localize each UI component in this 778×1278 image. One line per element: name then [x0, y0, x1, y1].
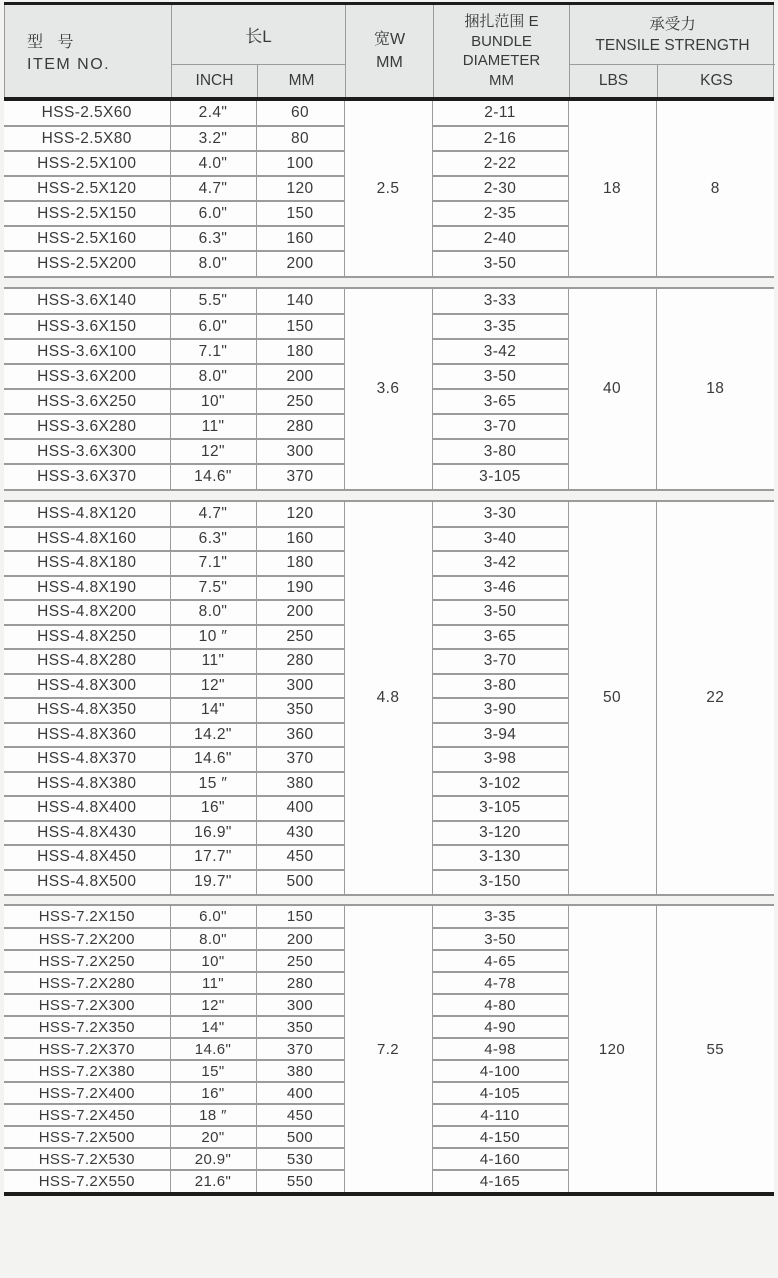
header-tensile-strength [569, 5, 775, 65]
length-inch-cell: 2.4" [170, 101, 256, 126]
length-inch-cell: 14.2" [170, 723, 256, 748]
length-inch-cell: 16" [170, 796, 256, 821]
bundle-diameter-cell: 3-102 [432, 772, 568, 797]
length-mm-cell: 380 [256, 772, 344, 797]
item-no-cell: HSS-4.8X380 [4, 772, 170, 797]
length-mm-cell: 250 [256, 950, 344, 972]
spec-group-3.6 [4, 287, 774, 491]
header-lbs: LBS [569, 65, 657, 97]
item-no-cell: HSS-4.8X200 [4, 600, 170, 625]
length-mm-cell: 430 [256, 821, 344, 846]
header-length: 长L [171, 5, 345, 65]
bundle-diameter-cell: 3-50 [432, 928, 568, 950]
item-no-cell: HSS-4.8X300 [4, 674, 170, 699]
length-mm-cell: 200 [256, 364, 344, 389]
bundle-diameter-cell: 4-65 [432, 950, 568, 972]
length-inch-cell: 14.6" [170, 1038, 256, 1060]
item-no-cell: HSS-4.8X450 [4, 845, 170, 870]
table-header [4, 5, 774, 97]
spec-table-3.6 [4, 289, 774, 489]
length-inch-cell: 12" [170, 439, 256, 464]
length-mm-cell: 100 [256, 151, 344, 176]
table-body [4, 101, 774, 1192]
header-width-zh: 宽W [373, 31, 406, 48]
length-mm-cell: 400 [256, 796, 344, 821]
length-mm-cell: 120 [256, 176, 344, 201]
bundle-diameter-cell: 3-30 [432, 502, 568, 527]
length-mm-cell: 400 [256, 1082, 344, 1104]
item-no-cell: HSS-7.2X150 [4, 906, 170, 928]
length-inch-cell: 12" [170, 674, 256, 699]
bundle-diameter-cell: 3-130 [432, 845, 568, 870]
length-mm-cell: 450 [256, 845, 344, 870]
item-no-cell: HSS-4.8X280 [4, 649, 170, 674]
header-bundle-line-1: 捆扎范围 E [464, 13, 539, 30]
spec-group-2.5 [4, 101, 774, 278]
length-inch-cell: 14" [170, 698, 256, 723]
item-no-cell: HSS-4.8X500 [37, 873, 137, 891]
header-item-no [5, 5, 171, 97]
length-mm-cell: 370 [256, 1038, 344, 1060]
bundle-diameter-cell: 2-35 [432, 201, 568, 226]
length-mm-cell: 300 [256, 994, 344, 1016]
length-inch-cell: 14.6" [170, 747, 256, 772]
length-mm-cell: 350 [256, 698, 344, 723]
tensile-lbs-cell: 120 [568, 906, 656, 1192]
bundle-diameter-cell: 4-105 [432, 1082, 568, 1104]
bundle-diameter-cell: 3-105 [432, 796, 568, 821]
length-mm-cell: 160 [256, 226, 344, 251]
header-tensile-en: TENSILE STRENGTH [595, 36, 750, 54]
item-no-cell: HSS-2.5X100 [4, 151, 170, 176]
length-inch-cell: 4.7" [170, 176, 256, 201]
length-inch-cell: 11" [170, 649, 256, 674]
bundle-diameter-cell: 3-70 [432, 414, 568, 439]
bundle-diameter-cell: 3-42 [432, 339, 568, 364]
bundle-diameter-cell: 3-90 [432, 698, 568, 723]
bottom-rule [4, 1192, 774, 1196]
item-no-cell: HSS-4.8X160 [4, 527, 170, 552]
header-kgs: KGS [657, 65, 775, 97]
bundle-diameter-cell: 3-50 [432, 251, 568, 276]
bundle-diameter-cell: 3-35 [432, 314, 568, 339]
length-mm-cell: 350 [256, 1016, 344, 1038]
bundle-diameter-cell: 3-35 [432, 906, 568, 928]
bundle-diameter-cell: 3-98 [432, 747, 568, 772]
bundle-diameter-cell: 2-22 [432, 151, 568, 176]
header-bundle-line-4: MM [489, 71, 514, 89]
bundle-diameter-cell: 4-98 [432, 1038, 568, 1060]
length-mm-cell: 500 [256, 1126, 344, 1148]
header-item-no-zh: 型 号 [27, 33, 79, 51]
tensile-kgs-cell: 55 [656, 906, 774, 1192]
item-no-cell: HSS-7.2X530 [4, 1148, 170, 1170]
item-no-cell: HSS-3.6X250 [4, 389, 170, 414]
length-mm-cell: 60 [256, 101, 344, 126]
item-no-cell: HSS-2.5X120 [4, 176, 170, 201]
header-width-unit: MM [376, 54, 403, 71]
length-inch-cell: 10 ″ [170, 625, 256, 650]
spec-table-4.8 [4, 502, 774, 894]
bundle-diameter-cell: 2-11 [432, 101, 568, 126]
length-inch-cell: 15 ″ [170, 772, 256, 797]
item-no-cell: HSS-7.2X200 [4, 928, 170, 950]
length-mm-cell: 280 [256, 972, 344, 994]
length-mm-cell: 360 [256, 723, 344, 748]
length-inch-cell: 21.6" [170, 1170, 256, 1192]
bundle-diameter-cell: 3-120 [432, 821, 568, 846]
item-no-cell: HSS-3.6X200 [4, 364, 170, 389]
length-inch-cell: 10" [170, 950, 256, 972]
item-no-cell: HSS-4.8X370 [4, 747, 170, 772]
length-inch-cell: 12" [170, 994, 256, 1016]
tensile-kgs-cell: 18 [656, 289, 774, 489]
item-no-cell: HSS-4.8X430 [4, 821, 170, 846]
width-mm-cell: 7.2 [344, 906, 432, 1192]
length-inch-cell: 7.1" [170, 339, 256, 364]
bundle-diameter-cell: 3-33 [432, 289, 568, 314]
bundle-diameter-cell: 2-16 [432, 126, 568, 151]
item-no-cell: HSS-3.6X300 [4, 439, 170, 464]
length-mm-cell: 250 [256, 625, 344, 650]
length-mm-cell: 150 [256, 314, 344, 339]
length-mm-cell: 250 [256, 389, 344, 414]
item-no-cell: HSS-7.2X350 [4, 1016, 170, 1038]
length-inch-cell: 8.0" [170, 364, 256, 389]
bundle-diameter-cell: 4-100 [432, 1060, 568, 1082]
length-inch-cell: 8.0" [170, 600, 256, 625]
length-mm-cell: 530 [256, 1148, 344, 1170]
length-inch-cell: 6.3" [170, 527, 256, 552]
length-inch-cell: 11" [170, 414, 256, 439]
length-inch-cell: 7.1" [170, 551, 256, 576]
length-mm-cell: 200 [256, 928, 344, 950]
bundle-diameter-cell: 3-94 [432, 723, 568, 748]
item-no-cell: HSS-7.2X550 [38, 1173, 135, 1190]
length-mm-cell: 370 [256, 464, 344, 489]
length-inch-cell: 7.5" [170, 576, 256, 601]
length-inch-cell: 4.0" [170, 151, 256, 176]
length-mm-cell: 200 [256, 251, 344, 276]
table-row [4, 906, 774, 928]
length-mm-cell: 280 [256, 414, 344, 439]
length-inch-cell: 4.7" [170, 502, 256, 527]
bundle-diameter-cell: 3-50 [432, 600, 568, 625]
item-no-cell: HSS-3.6X370 [37, 468, 137, 485]
item-no-cell: HSS-7.2X450 [4, 1104, 170, 1126]
item-no-cell: HSS-7.2X370 [4, 1038, 170, 1060]
length-inch-cell: 15" [170, 1060, 256, 1082]
tensile-kgs-cell: 8 [656, 101, 774, 276]
length-mm-cell: 200 [256, 600, 344, 625]
item-no-cell: HSS-3.6X280 [4, 414, 170, 439]
length-inch-cell: 6.0" [170, 201, 256, 226]
bundle-diameter-cell: 3-42 [432, 551, 568, 576]
bundle-diameter-cell: 3-65 [432, 389, 568, 414]
length-inch-cell: 3.2" [170, 126, 256, 151]
length-mm-cell: 80 [256, 126, 344, 151]
length-inch-cell: 6.3" [170, 226, 256, 251]
header-item-no-en: ITEM NO. [27, 55, 111, 73]
bundle-diameter-cell: 3-46 [432, 576, 568, 601]
width-mm-cell: 2.5 [344, 101, 432, 276]
header-bundle-line-3: DIAMETER [462, 52, 541, 69]
spec-table-7.2 [4, 906, 774, 1192]
length-inch-cell: 17.7" [170, 845, 256, 870]
item-no-cell: HSS-7.2X300 [4, 994, 170, 1016]
header-length-mm: MM [257, 65, 345, 97]
length-mm-cell: 150 [256, 906, 344, 928]
table-row [4, 289, 774, 314]
bundle-diameter-cell: 3-105 [432, 464, 568, 489]
tensile-kgs-cell: 22 [656, 502, 774, 894]
length-inch-cell: 11" [170, 972, 256, 994]
bundle-diameter-cell: 3-150 [432, 870, 568, 895]
length-mm-cell: 370 [256, 747, 344, 772]
item-no-cell: HSS-7.2X380 [4, 1060, 170, 1082]
width-mm-cell: 4.8 [344, 502, 432, 894]
bundle-diameter-cell: 4-165 [432, 1170, 568, 1192]
item-no-cell: HSS-2.5X150 [4, 201, 170, 226]
bundle-diameter-cell: 3-65 [432, 625, 568, 650]
bundle-diameter-cell: 2-40 [432, 226, 568, 251]
bundle-diameter-cell: 3-50 [432, 364, 568, 389]
length-inch-cell: 8.0" [170, 251, 256, 276]
header-bundle-diameter [433, 5, 569, 97]
item-no-cell: HSS-4.8X180 [4, 551, 170, 576]
length-inch-cell: 18 ″ [170, 1104, 256, 1126]
length-inch-cell: 19.7" [170, 870, 256, 895]
spec-group-4.8 [4, 500, 774, 896]
length-mm-cell: 150 [256, 201, 344, 226]
length-inch-cell: 14.6" [170, 464, 256, 489]
bundle-diameter-cell: 2-30 [432, 176, 568, 201]
length-mm-cell: 180 [256, 339, 344, 364]
length-mm-cell: 160 [256, 527, 344, 552]
item-no-cell: HSS-2.5X60 [4, 101, 170, 126]
bundle-diameter-cell: 4-110 [432, 1104, 568, 1126]
item-no-cell: HSS-2.5X200 [37, 255, 137, 272]
tensile-lbs-cell: 50 [568, 502, 656, 894]
length-mm-cell: 380 [256, 1060, 344, 1082]
length-inch-cell: 20.9" [170, 1148, 256, 1170]
item-no-cell: HSS-2.5X80 [4, 126, 170, 151]
header-length-inch: INCH [171, 65, 257, 97]
length-inch-cell: 8.0" [170, 928, 256, 950]
bundle-diameter-cell: 4-160 [432, 1148, 568, 1170]
length-mm-cell: 190 [256, 576, 344, 601]
length-inch-cell: 14" [170, 1016, 256, 1038]
item-no-cell: HSS-7.2X500 [4, 1126, 170, 1148]
length-mm-cell: 180 [256, 551, 344, 576]
length-mm-cell: 450 [256, 1104, 344, 1126]
length-mm-cell: 300 [256, 439, 344, 464]
bundle-diameter-cell: 3-80 [432, 439, 568, 464]
length-inch-cell: 16" [170, 1082, 256, 1104]
item-no-cell: HSS-7.2X400 [4, 1082, 170, 1104]
bundle-diameter-cell: 4-150 [432, 1126, 568, 1148]
length-mm-cell: 140 [256, 289, 344, 314]
spec-group-7.2 [4, 904, 774, 1192]
item-no-cell: HSS-4.8X190 [4, 576, 170, 601]
bundle-diameter-cell: 3-80 [432, 674, 568, 699]
tensile-lbs-cell: 40 [568, 289, 656, 489]
item-no-cell: HSS-3.6X150 [4, 314, 170, 339]
length-inch-cell: 6.0" [170, 906, 256, 928]
item-no-cell: HSS-7.2X280 [4, 972, 170, 994]
item-no-cell: HSS-7.2X250 [4, 950, 170, 972]
item-no-cell: HSS-4.8X250 [4, 625, 170, 650]
bundle-diameter-cell: 3-70 [432, 649, 568, 674]
length-mm-cell: 500 [256, 870, 344, 895]
header-width [345, 5, 433, 97]
bundle-diameter-cell: 4-80 [432, 994, 568, 1016]
length-inch-cell: 6.0" [170, 314, 256, 339]
width-mm-cell: 3.6 [344, 289, 432, 489]
item-no-cell: HSS-3.6X100 [4, 339, 170, 364]
item-no-cell: HSS-3.6X140 [4, 289, 170, 314]
length-mm-cell: 120 [256, 502, 344, 527]
item-no-cell: HSS-4.8X400 [4, 796, 170, 821]
length-inch-cell: 5.5" [170, 289, 256, 314]
length-mm-cell: 280 [256, 649, 344, 674]
bundle-diameter-cell: 3-40 [432, 527, 568, 552]
length-mm-cell: 300 [256, 674, 344, 699]
length-inch-cell: 10" [170, 389, 256, 414]
item-no-cell: HSS-4.8X350 [4, 698, 170, 723]
tensile-lbs-cell: 18 [568, 101, 656, 276]
length-mm-cell: 550 [256, 1170, 344, 1192]
table-row [4, 502, 774, 527]
item-no-cell: HSS-4.8X120 [4, 502, 170, 527]
header-tensile-zh: 承受力 [649, 15, 696, 33]
item-no-cell: HSS-2.5X160 [4, 226, 170, 251]
table-row [4, 101, 774, 126]
bundle-diameter-cell: 4-78 [432, 972, 568, 994]
item-no-cell: HSS-4.8X360 [4, 723, 170, 748]
length-inch-cell: 20" [170, 1126, 256, 1148]
bundle-diameter-cell: 4-90 [432, 1016, 568, 1038]
spec-table-2.5 [4, 101, 774, 276]
header-bundle-line-2: BUNDLE [471, 32, 532, 50]
length-inch-cell: 16.9" [170, 821, 256, 846]
